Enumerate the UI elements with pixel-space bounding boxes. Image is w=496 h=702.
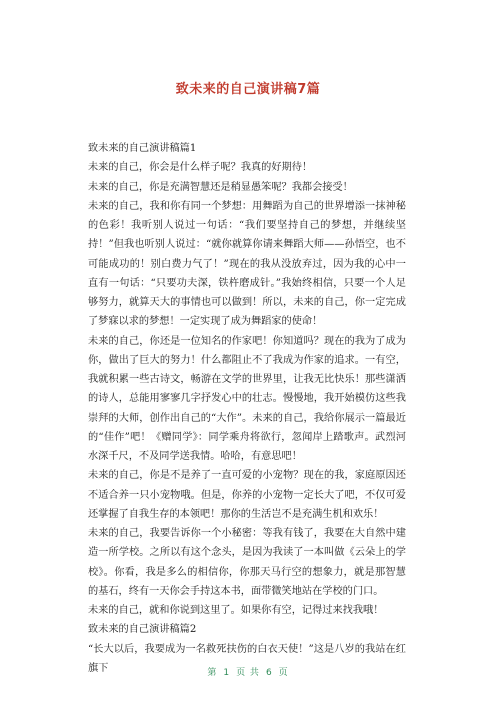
footer-suffix: 页: [278, 668, 289, 678]
paragraph: 未来的自己，你还是一位知名的作家吧！你知道吗？现在的我为了成为你，做出了巨大的努力！什么都阻止不了我成为作家的追求。一有空，我就积累一些古诗文，畅游在文学的世界里，让我无比快乐！那些潇洒的诗人，总能用寥寥几字抒发心中的壮志。慢慢地，我开始模仿这些我崇拜的大师，创作出自己的“大作”。未来的自己，我给你展示一篇最近的“佳作”吧！《赠同学》：同学乘舟将欲行，忽闻岸上踏歌声。武烈河水深千尺，不及同学送我情。哈哈，有意思吧！: [88, 335, 406, 462]
section-heading-1: 致未来的自己演讲稿篇1: [88, 143, 197, 154]
paragraph: 未来的自己，你是充满智慧还是稍显愚笨呢？我都会接受！: [88, 181, 353, 193]
document-body: [88, 139, 406, 678]
footer-page-number: 1: [223, 668, 231, 678]
footer-middle: 页 共: [236, 668, 260, 678]
page-footer: [0, 665, 496, 678]
document-title: 致未来的自己演讲稿7篇: [175, 82, 321, 97]
paragraph: 未来的自己，我和你有同一个梦想：用舞蹈为自己的世界增添一抹神秘的色彩！我听别人说过一句话：“我们要坚持自己的梦想，并继续坚持！”但我也听别人说过：“就你就算你请来舞蹈大师——孙悟空，也不可能成功的！别白费力气了！”现在的我从没放弃过，因为我的心中一直有一句话：“只要功夫深，铁杵磨成针。”我始终相信，只要一个人足够努力，就算天大的事情也可以做到！所以，未来的自己，你一定完成了梦寐以求的梦想！一定实现了成为舞蹈家的使命！: [88, 200, 406, 328]
paragraph: 未来的自己，你是不是养了一直可爱的小宠物？现在的我，家庭原因还不适合养一只小宠物哦。但是，你养的小宠物一定长大了吧，不仅可爱还掌握了自我生存的本领吧！那你的生活岂不是充满生机和欢乐！: [88, 470, 406, 520]
paragraph: 未来的自己，就和你说到这里了。如果你有空，记得过来找我哦！: [88, 605, 384, 616]
footer-total-pages: 6: [265, 668, 273, 678]
paragraph: “长大以后，我要成为一名救死扶伤的白衣天使！”这是八岁的我站在红旗下: [88, 643, 406, 674]
paragraph: 未来的自己，我要告诉你一个小秘密：等我有钱了，我要在大自然中建造一所学校。之所以有这个念头，是因为我读了一本叫做《云朵上的学校》。你看，我是多么的相信你，你那天马行空的想象力，就是那智慧的基石，终有一天你会手持这本书，面带微笑地站在学校的门口。: [88, 528, 406, 597]
paragraph: 未来的自己，你会是什么样子呢？我真的好期待！: [88, 162, 313, 174]
footer-prefix: 第: [207, 668, 218, 678]
section-heading-2: 致未来的自己演讲稿篇2: [88, 624, 197, 636]
